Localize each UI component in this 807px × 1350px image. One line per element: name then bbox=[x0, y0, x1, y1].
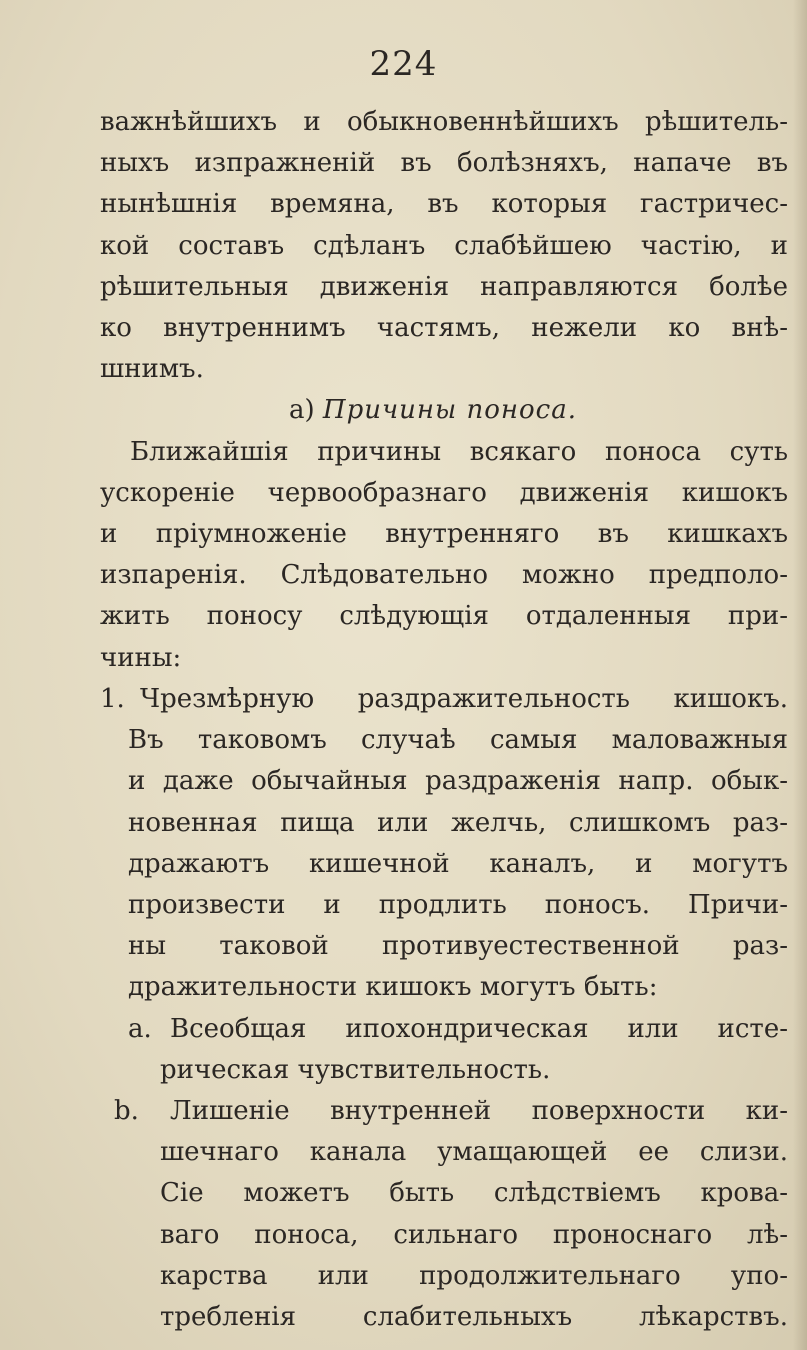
text-line: карства или продолжительнаго упо- bbox=[160, 1260, 788, 1291]
list-marker-1: 1. bbox=[100, 683, 125, 714]
text-line: дражительности кишокъ могутъ быть: bbox=[128, 972, 658, 1003]
list-item-1-line: Чрезмѣрную раздражительность кишокъ. bbox=[140, 683, 788, 714]
text-line: произвести и продлить поносъ. Причи- bbox=[128, 889, 788, 920]
text-line: рическая чувствительность. bbox=[160, 1054, 551, 1085]
text-line: ны таковой противуестественной раз- bbox=[128, 931, 788, 962]
text-line: новенная пища или желчь, слишкомъ раз- bbox=[128, 807, 788, 838]
list-item-a-line: Всеобщая ипохондрическая или исте- bbox=[170, 1013, 788, 1044]
list-marker-b: b. bbox=[114, 1095, 139, 1126]
text-line: ко внутреннимъ частямъ, нежели ко внѣ- bbox=[100, 313, 788, 344]
text-line: и даже обычайныя раздраженія напр. обык- bbox=[128, 766, 788, 797]
section-heading bbox=[289, 393, 577, 427]
text-line: ваго поноса, сильнаго проноснаго лѣ- bbox=[160, 1219, 788, 1250]
text-line: шнимъ. bbox=[100, 354, 204, 385]
text-line: важнѣйшихъ и обыкновеннѣйшихъ рѣшитель- bbox=[100, 107, 788, 137]
text-line: шечнаго канала умащающей ее слизи. bbox=[160, 1137, 788, 1168]
text-line: дражаютъ кишечной каналъ, и могутъ bbox=[128, 848, 788, 879]
text-line: Въ таковомъ случаѣ самыя маловажныя bbox=[128, 725, 788, 756]
text-line: Сіе можетъ быть слѣдствіемъ крова- bbox=[160, 1178, 788, 1209]
text-line: изпаренія. Слѣдовательно можно предполо- bbox=[100, 560, 788, 591]
text-line: нынѣшнія времяна, въ которыя гастричес- bbox=[100, 189, 788, 220]
text-line: кой составъ сдѣланъ слабѣйшею частію, и bbox=[100, 230, 788, 261]
text-line: требленія слабительныхъ лѣкарствъ. bbox=[160, 1302, 788, 1332]
text-line: чины: bbox=[100, 642, 182, 673]
section-heading-title: Причины поноса. bbox=[322, 395, 577, 426]
text-line: рѣшительныя движенія направляются болѣе bbox=[100, 271, 788, 302]
text-line: и пріумноженіе внутренняго въ кишкахъ bbox=[100, 519, 788, 550]
text-line: жить поносу слѣдующія отдаленныя при- bbox=[100, 601, 788, 632]
list-item-b-line: Лишеніе внутренней поверхности ки- bbox=[170, 1095, 788, 1126]
section-heading-prefix: a) bbox=[289, 395, 315, 426]
list-marker-a: a. bbox=[128, 1013, 152, 1044]
page-number: 224 bbox=[369, 44, 438, 84]
text-line: ныхъ изпражненій въ болѣзняхъ, напаче въ bbox=[100, 148, 788, 179]
text-line: Ближайшія причины всякаго поноса суть bbox=[130, 436, 788, 467]
text-line: ускореніе червообразнаго движенія кишокъ bbox=[100, 477, 788, 508]
page-edge-shadow bbox=[793, 0, 807, 1350]
